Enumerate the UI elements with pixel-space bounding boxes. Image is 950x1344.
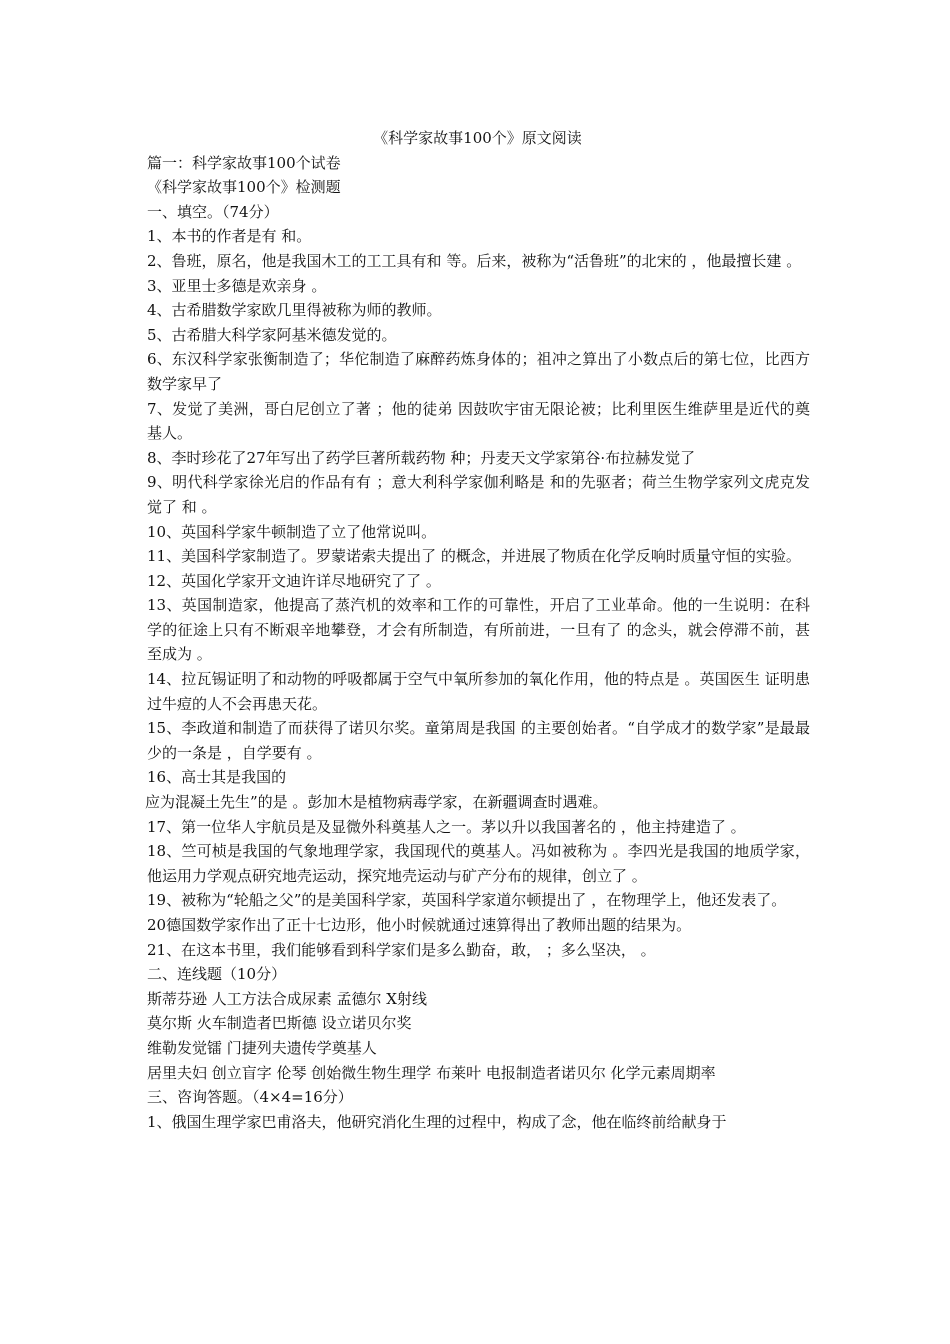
question-item: 9、明代科学家徐光启的作品有有 ；意大利科学家伽利略是 和的先驱者；荷兰生物学家列文虎克发觉了 和 。 bbox=[147, 473, 810, 516]
question-item: 17、第一位华人宇航员是及显微外科奠基人之一。茅以升以我国著名的 ，他主持建造了 。 bbox=[147, 817, 746, 836]
question-item: 8、李时珍花了27年写出了药学巨著所载药物 种；丹麦天文学家第谷·布拉赫发觉了 bbox=[147, 448, 696, 467]
question-item: 18、竺可桢是我国的气象地理学家，我国现代的奠基人。冯如被称为 。李四光是我国的地质学家，他运用力学观点研究地壳运动，探究地壳运动与矿产分布的规律，创立了 。 bbox=[147, 842, 810, 885]
section-heading: 三、咨询答题。（4×4=16分） bbox=[147, 1088, 353, 1107]
question-item: 11、美国科学家制造了。罗蒙诺索夫提出了 的概念，并进展了物质在化学反响时质量守恒的实验。 bbox=[147, 547, 801, 566]
document-title: 《科学家故事100个》原文阅读 bbox=[373, 129, 582, 147]
matching-row: 居里夫妇 创立盲字 伦琴 创始微生物生理学 布莱叶 电报制造者诺贝尔 化学元素周期率 bbox=[147, 1063, 716, 1082]
question-item: 应为混凝土先生”的是 。彭加木是植物病毒学家，在新疆调查时遇难。 bbox=[145, 793, 608, 812]
paragraph: 《科学家故事100个》检测题 bbox=[147, 178, 341, 197]
question-item: 14、拉瓦锡证明了和动物的呼吸都属于空气中氧所参加的氧化作用，他的特点是 。英国医生 证明患过牛痘的人不会再患天花。 bbox=[147, 670, 810, 713]
question-item: 1、俄国生理学家巴甫洛夫，他研究消化生理的过程中，构成了念，他在临终前给献身于 bbox=[147, 1112, 727, 1131]
question-item: 4、古希腊数学家欧几里得被称为师的教师。 bbox=[147, 301, 442, 320]
question-item: 21、在这本书里，我们能够看到科学家们是多么勤奋，敢， ；多么坚决， 。 bbox=[147, 940, 656, 959]
question-item: 20德国数学家作出了正十七边形，他小时候就通过速算得出了教师出题的结果为。 bbox=[147, 916, 692, 934]
question-item: 3、亚里士多德是欢亲身 。 bbox=[147, 276, 327, 295]
document-body bbox=[145, 151, 810, 1135]
question-item: 16、高士其是我国的 bbox=[147, 768, 287, 787]
question-item: 12、英国化学家开文迪许详尽地研究了了 。 bbox=[147, 571, 441, 590]
question-item: 10、英国科学家牛顿制造了立了他常说叫。 bbox=[147, 522, 437, 541]
paragraph: 篇一：科学家故事100个试卷 bbox=[147, 153, 341, 172]
document-page bbox=[145, 126, 810, 1134]
matching-row: 维勒发觉镭 门捷列夫遗传学奠基人 bbox=[147, 1038, 377, 1057]
section-heading: 一、填空。（74分） bbox=[147, 202, 279, 221]
question-item: 19、被称为“轮船之父”的是美国科学家，英国科学家道尔顿提出了 ，在物理学上，他还发表了。 bbox=[147, 891, 787, 910]
matching-row: 斯蒂芬逊 人工方法合成尿素 孟德尔 X射线 bbox=[147, 989, 427, 1008]
question-item: 1、本书的作者是有 和。 bbox=[147, 227, 312, 246]
question-item: 13、英国制造家，他提高了蒸汽机的效率和工作的可靠性，开启了工业革命。他的一生说明：在科学的征途上只有不断艰辛地攀登，才会有所制造，有所前进，一旦有了 的念头，就会停滞不前，甚至成为 。 bbox=[147, 596, 810, 664]
question-item: 7、发觉了美洲，哥白尼创立了著 ；他的徒弟 因鼓吹宇宙无限论被；比利里医生维萨里是近代的奠基人。 bbox=[147, 399, 810, 443]
question-item: 2、鲁班，原名，他是我国木工的工工具有和 等。后来，被称为“活鲁班”的北宋的 ，他最擅长建 。 bbox=[147, 251, 802, 270]
question-item: 15、李政道和制造了而获得了诺贝尔奖。童第周是我国 的主要创始者。“自学成才的数学家”是最最少的一条是 ，自学要有 。 bbox=[147, 719, 810, 762]
section-heading: 二、连线题（10分） bbox=[147, 965, 287, 984]
question-item: 6、东汉科学家张衡制造了；华佗制造了麻醉药炼身体的；祖冲之算出了小数点后的第七位，比西方数学家早了 bbox=[147, 350, 810, 393]
question-item: 5、古希腊大科学家阿基米德发觉的。 bbox=[147, 325, 397, 344]
matching-row: 莫尔斯 火车制造者巴斯德 设立诺贝尔奖 bbox=[147, 1014, 412, 1033]
